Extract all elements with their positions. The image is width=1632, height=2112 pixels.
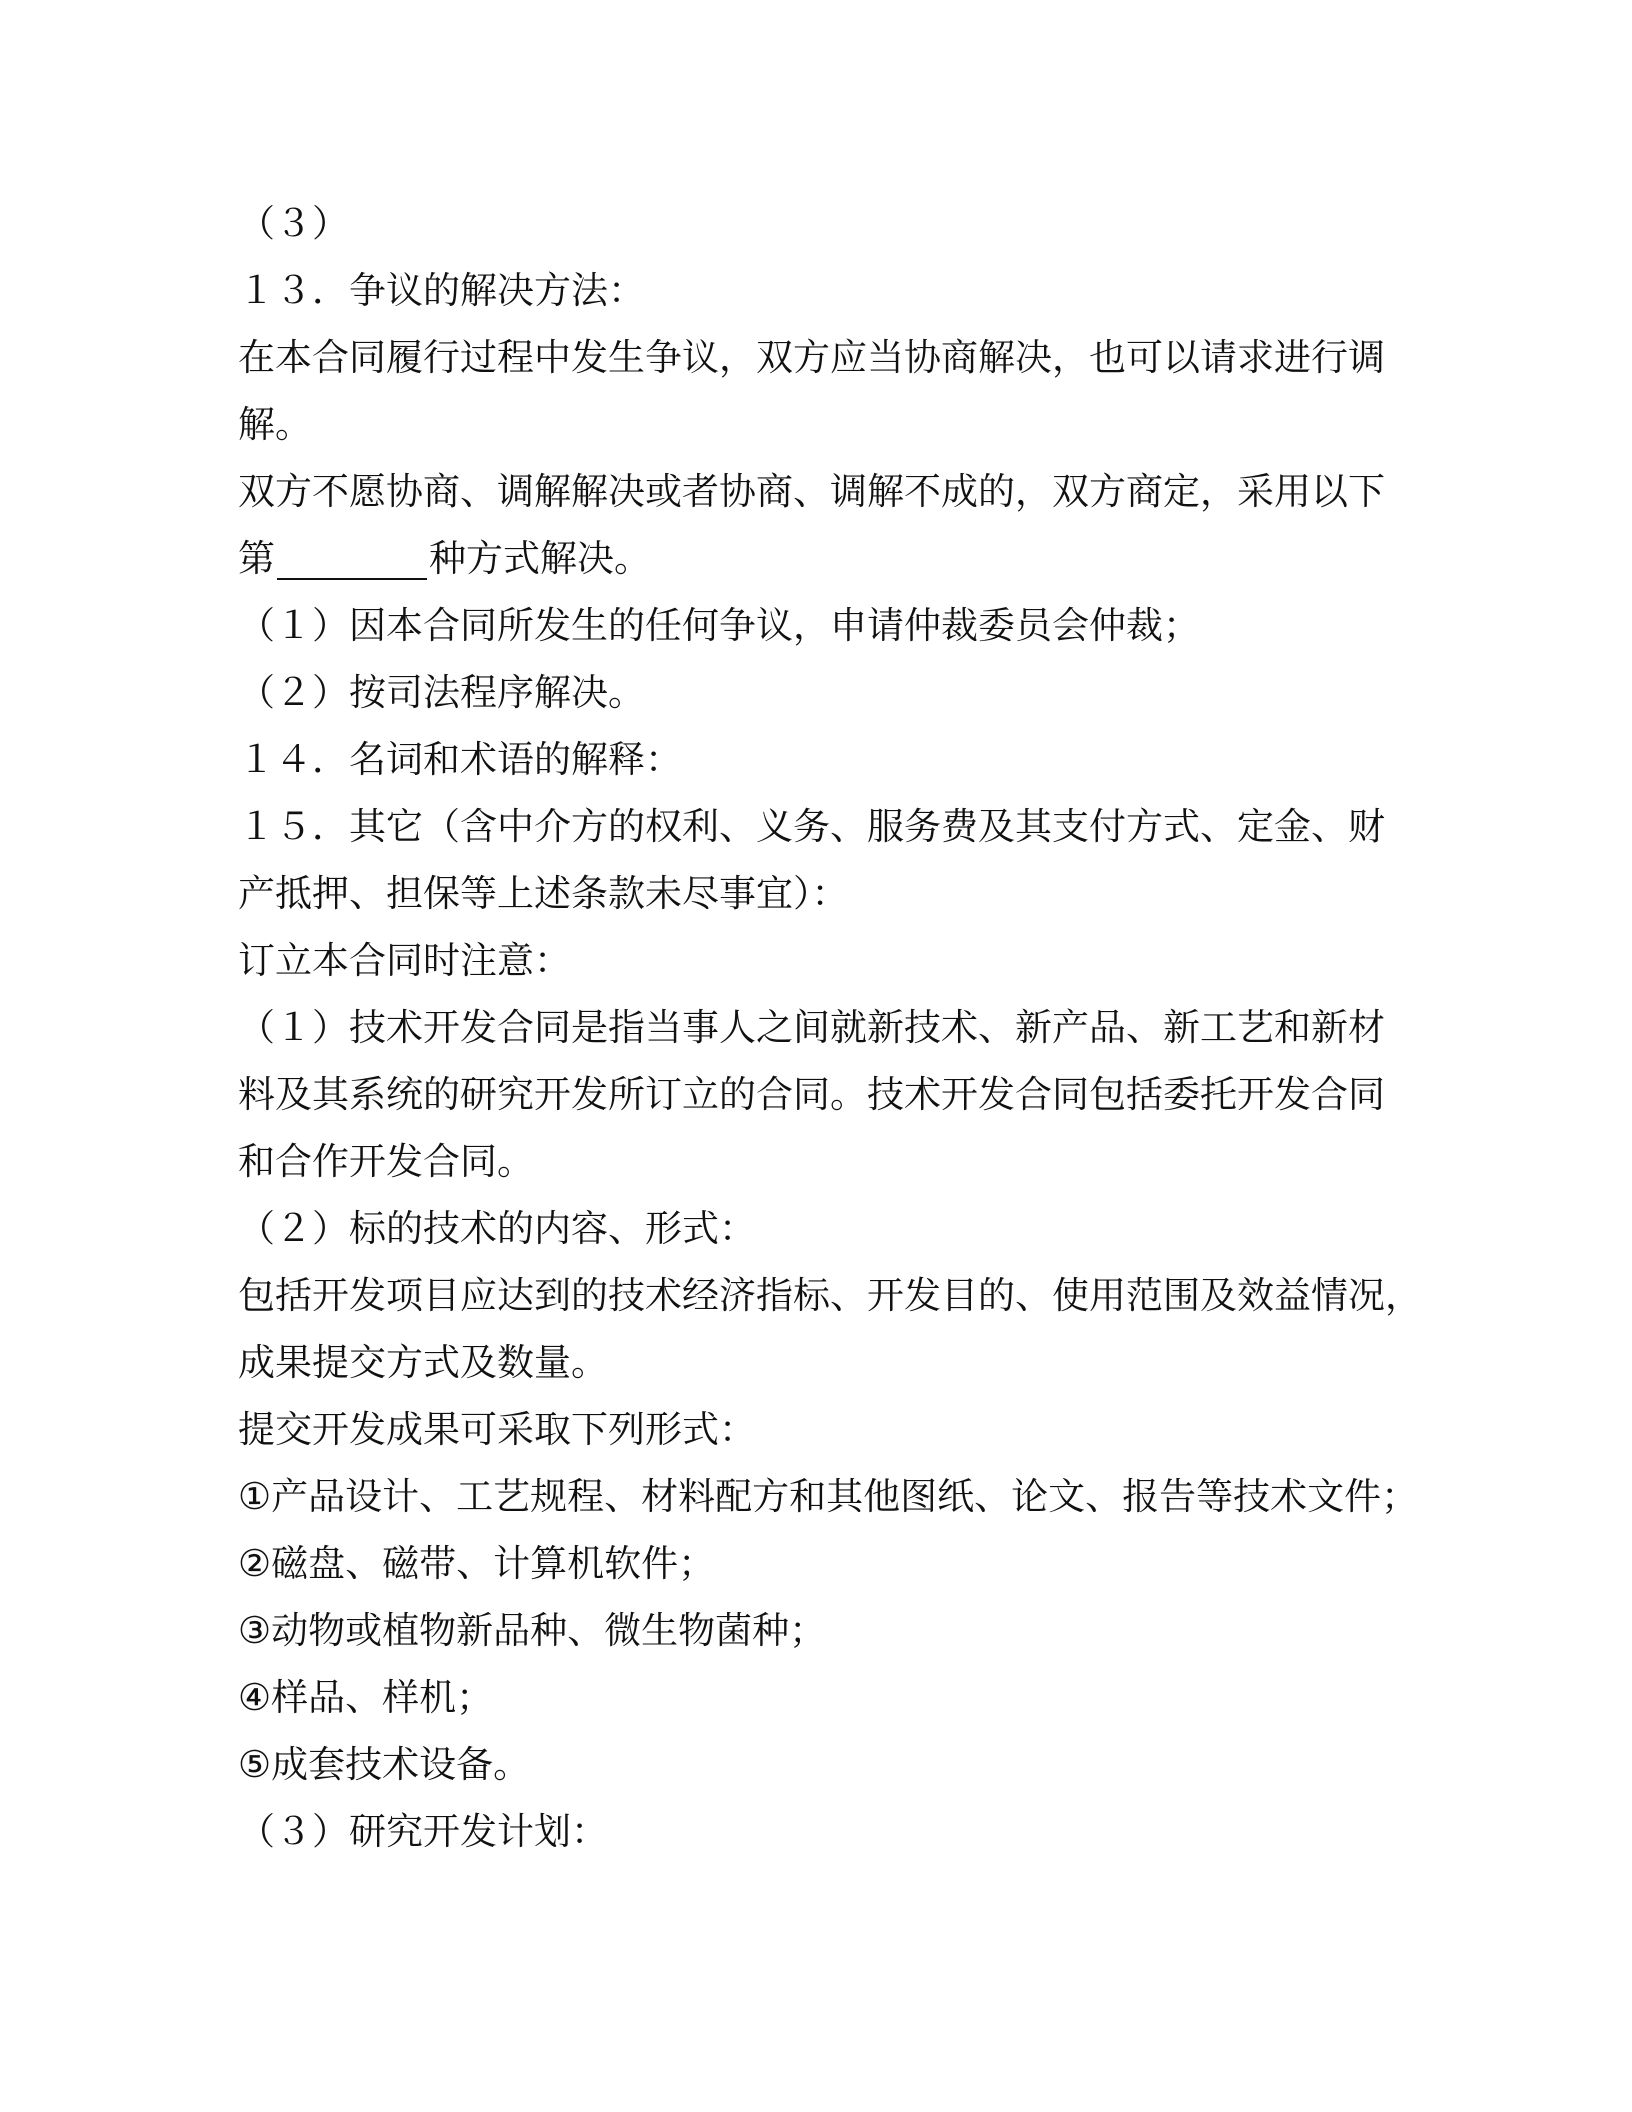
paragraph-line: 产抵押、担保等上述条款未尽事宜）：: [238, 872, 849, 915]
list-item: ②磁盘、磁带、计算机软件；: [238, 1542, 716, 1585]
paragraph-line: 提交开发成果可采取下列形式：: [238, 1408, 756, 1451]
list-item: ①产品设计、工艺规程、材料配方和其他图纸、论文、报告等技术文件；: [238, 1475, 1419, 1518]
list-item: ⑤成套技术设备。: [238, 1743, 531, 1786]
paragraph-line: 和合作开发合同。: [238, 1140, 534, 1183]
paragraph-line: 在本合同履行过程中发生争议，双方应当协商解决，也可以请求进行调: [238, 336, 1385, 379]
list-item: （２）按司法程序解决。: [238, 671, 645, 714]
list-item: （１）因本合同所发生的任何争议，申请仲裁委员会仲裁；: [238, 604, 1200, 647]
section-14-heading: １４．名词和术语的解释：: [238, 738, 682, 781]
item-heading: （３）: [238, 202, 349, 245]
fill-in-prefix: 第: [238, 537, 275, 580]
fill-in-suffix: 种方式解决。: [429, 537, 651, 580]
paragraph-line: 料及其系统的研究开发所订立的合同。技术开发合同包括委托开发合同: [238, 1073, 1385, 1116]
section-15-heading: １５．其它（含中介方的权利、义务、服务费及其支付方式、定金、财: [238, 805, 1385, 848]
list-item: ③动物或植物新品种、微生物菌种；: [238, 1609, 827, 1652]
notes-heading: 订立本合同时注意：: [238, 939, 571, 982]
fill-in-blank[interactable]: [277, 534, 427, 580]
paragraph-line: （１）技术开发合同是指当事人之间就新技术、新产品、新工艺和新材: [238, 1006, 1385, 1049]
document-body: [238, 190, 1422, 1865]
fill-in-line: [238, 525, 1408, 592]
list-item: （２）标的技术的内容、形式：: [238, 1207, 756, 1250]
paragraph-line: 成果提交方式及数量。: [238, 1341, 608, 1384]
paragraph-line: 包括开发项目应达到的技术经济指标、开发目的、使用范围及效益情况，: [238, 1274, 1422, 1317]
paragraph-line: 解。: [238, 403, 312, 446]
section-13-heading: １３．争议的解决方法：: [238, 269, 645, 312]
list-item: ④样品、样机；: [238, 1676, 494, 1719]
paragraph-line: 双方不愿协商、调解解决或者协商、调解不成的，双方商定，采用以下: [238, 470, 1385, 513]
list-item: （３）研究开发计划：: [238, 1810, 608, 1853]
